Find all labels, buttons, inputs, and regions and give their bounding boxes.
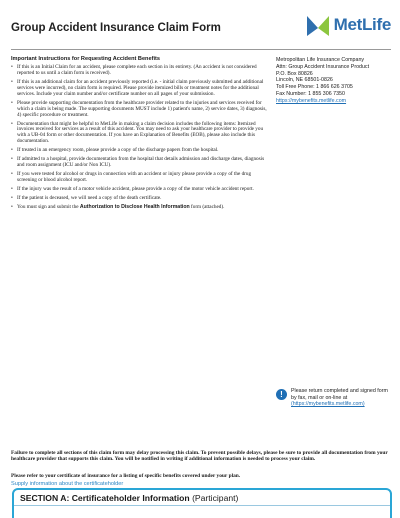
instruction-item: • If admitted to a hospital, provide documentation from the hospital that details admission and discharge dates, diagnosis and room assignment (ICU and/or Non ICU). [11, 157, 268, 169]
return-note [276, 388, 394, 408]
return-link[interactable]: (https://mybenefits.metlife.com) [291, 401, 365, 408]
mybenefits-link[interactable]: https://mybenefits.metlife.com [276, 97, 347, 104]
return-note-text: Please return completed and signed form by fax, mail or on-line at [291, 388, 388, 401]
instruction-item: • Please provide supporting documentation from the healthcare provider related to the injuries and services received for which a claim is being made. The supporting documents MUST include 1) patient's name, 2) service dates, 3) diagnosis, 4) specific procedure or treatment. [11, 101, 268, 119]
address-line: Metropolitan Life Insurance Company [276, 57, 365, 63]
section-title-suffix: (Participant) [192, 493, 239, 503]
toll-free-phone: Toll Free Phone: 1 866 626 3705 [276, 84, 353, 91]
section-a [12, 488, 392, 518]
metlife-logo [305, 12, 391, 38]
instruction-item: • If this is an Initial Claim for an accident, please complete each section in its entirety. (An accident is not considered reported to us until a claim form is received). [11, 65, 268, 77]
section-title-text: SECTION A: Certificateholder Information [20, 493, 190, 503]
address-line: Attn: Group Accident Insurance Product [276, 63, 370, 70]
instruction-item: • If you were tested for alcohol or drugs in connection with an accident or injury please provide a copy of the drug screening or blood alcohol report. [11, 172, 268, 184]
instruction-text: form (attached). [189, 204, 225, 211]
supply-info-note: Supply information about the certificateholder [11, 481, 124, 487]
address-line: P.O. Box 80826 [276, 70, 313, 77]
form-title: Group Accident Insurance Claim Form [11, 22, 221, 34]
address-line: Lincoln, NE 68501-0826 [276, 77, 333, 84]
logo-text: MetLife [333, 15, 391, 34]
section-a-title [14, 490, 390, 506]
authorization-form-name: Authorization to Disclose Health Information [79, 204, 190, 211]
header [11, 0, 391, 50]
instruction-item: • If this is an additional claim for an accident previously reported (i.e. - initial claim previously submitted and additional services were incurred), no claim form is required. Please provide itemized bills or treatment notes for the additional services. Include your claim number and/or certificate number on all pages of your submission. [11, 80, 268, 98]
instructions-title: Important Instructions for Requesting Accident Benefits [11, 56, 160, 62]
metlife-logo-icon [305, 12, 331, 38]
instruction-text: You must sign and submit the [17, 204, 80, 211]
instruction-item: • If treated in an emergency room, please provide a copy of the discharge papers from the hospital. [11, 148, 268, 154]
fax-number: Fax Number: 1 855 306 7350 [276, 90, 345, 97]
instruction-item-authorization [11, 205, 268, 211]
instruction-item: • If the patient is deceased, we will need a copy of the death certificate. [11, 196, 268, 202]
coverage-note: Please refer to your certificate of insurance for a listing of specific benefits covered under your plan. [11, 473, 241, 479]
alert-icon: ! [276, 389, 287, 400]
delay-warning: Failure to complete all sections of this claim form may delay processing this claim. To prevent possible delays, please be sure to provide all documentation from your healthcare provider that supports this claim. You will be notified in writing if additional information is needed to process your claim. [11, 450, 388, 463]
mailing-address [276, 57, 394, 105]
header-divider [11, 49, 391, 50]
instruction-item: • Documentation that might be helpful to MetLife in making a claim decision includes the following items: Itemized invoices received for services as a result of this accident. You may need to ask your healthcare provider to provide you with a UB-04 form or other documentation. If you have an Explanation of Benefits (EOB), please also include this documentation. [11, 122, 268, 146]
instructions [11, 56, 268, 214]
instruction-item: • If the injury was the result of a motor vehicle accident, please provide a copy of the motor vehicle accident report. [11, 187, 268, 193]
